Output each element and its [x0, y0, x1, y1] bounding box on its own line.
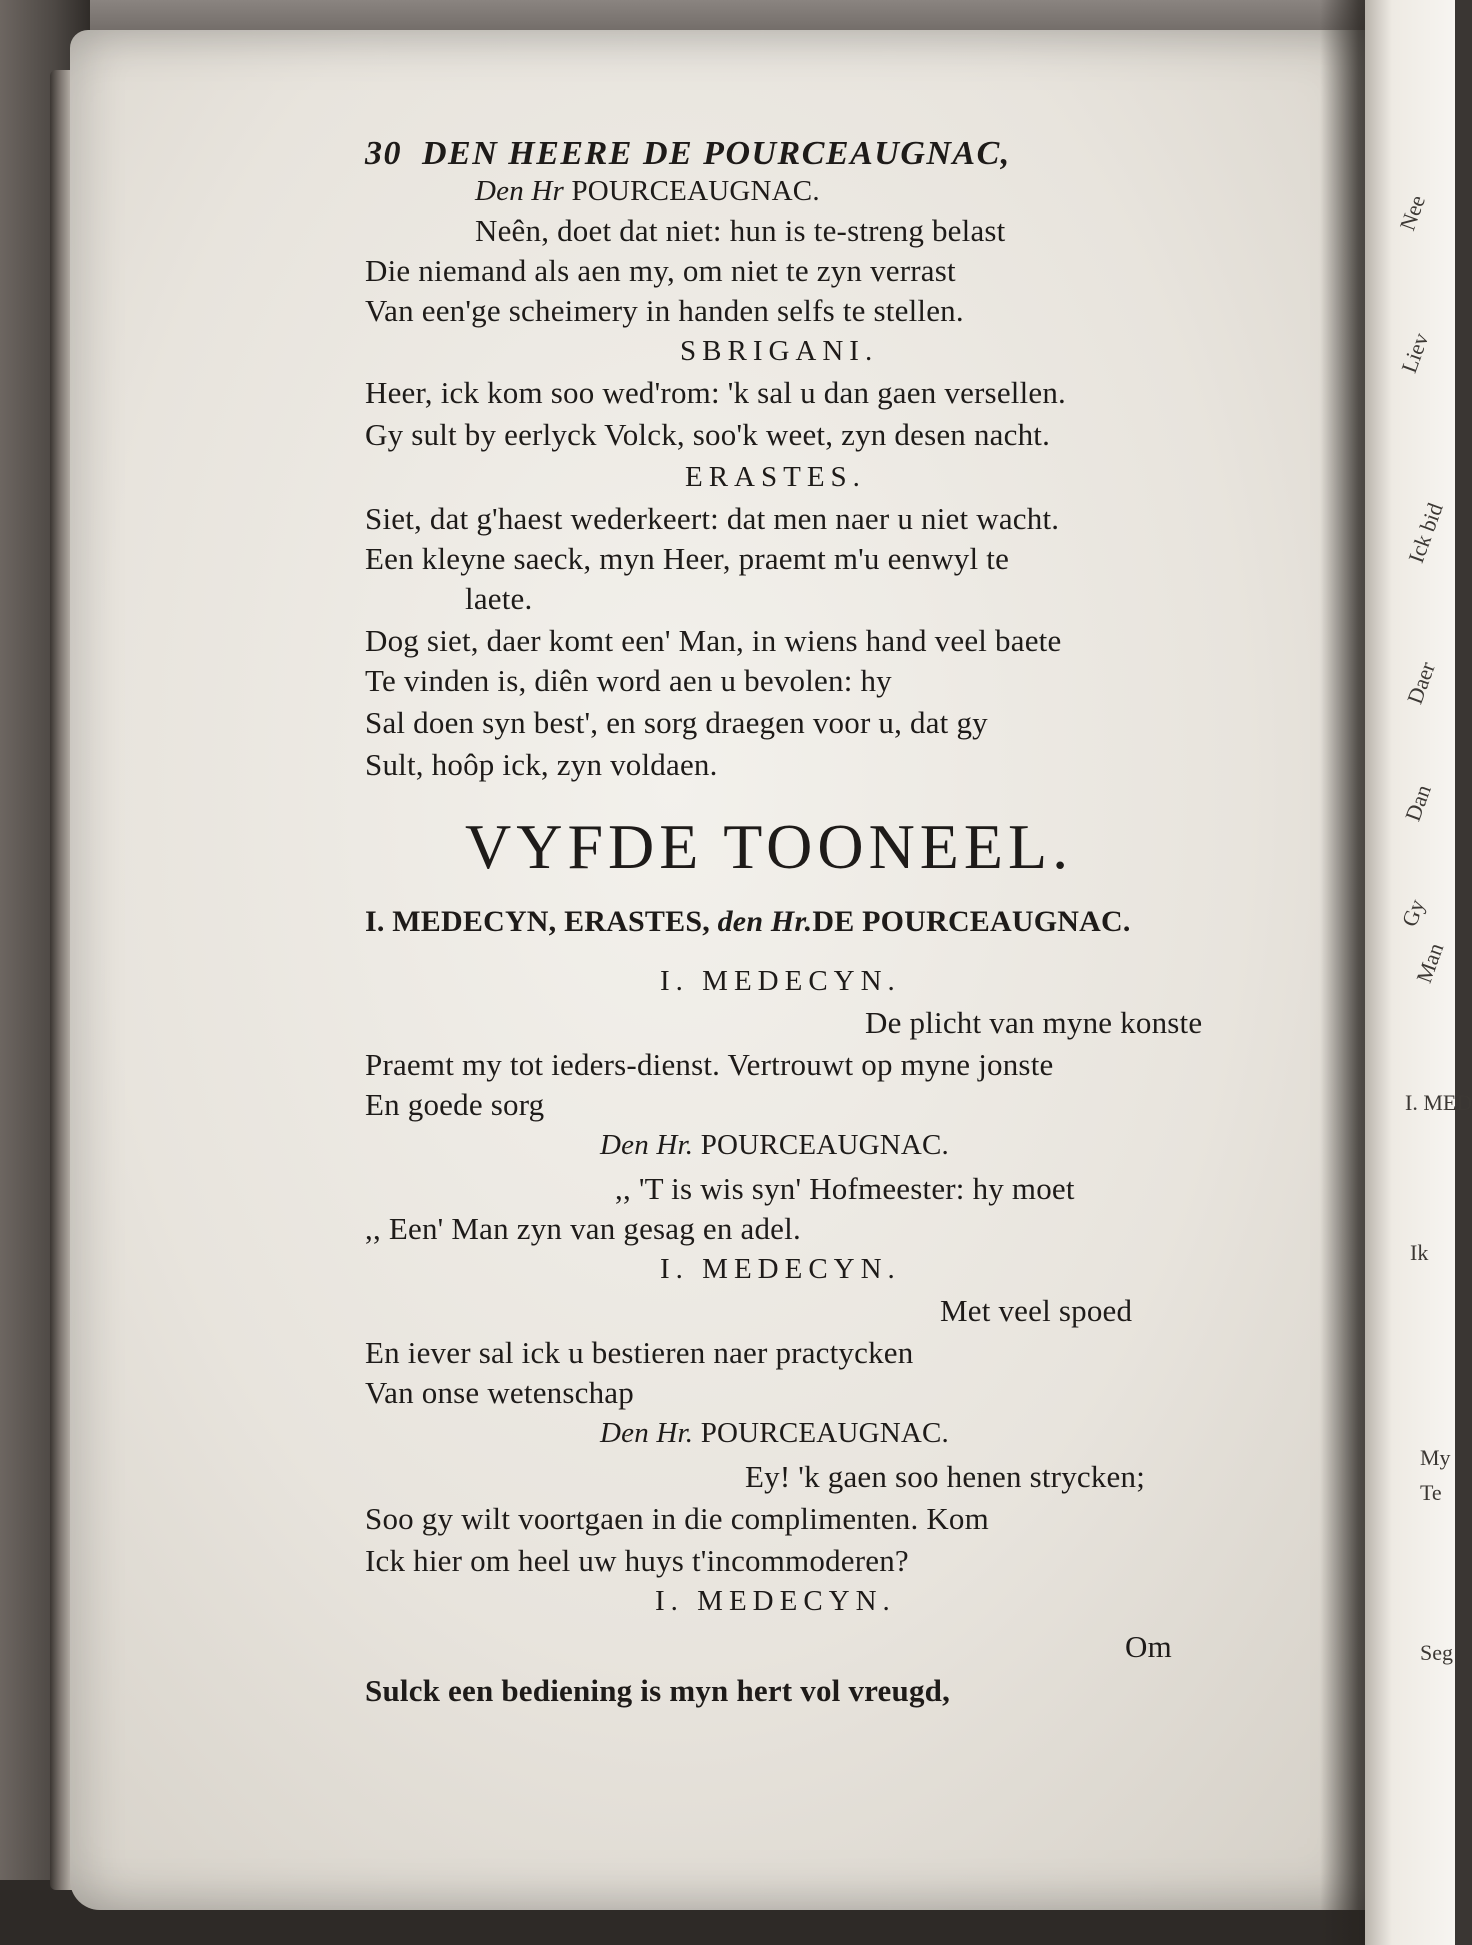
- facing-fragment: Seg: [1420, 1640, 1453, 1665]
- speaker-pourceaugnac: Den Hr. POURCEAUGNAC.: [600, 1417, 950, 1449]
- verse-line: Te vinden is, diên word aen u bevolen: hy: [365, 663, 892, 698]
- verse-line: Ey! 'k gaen soo henen strycken;: [745, 1459, 1146, 1494]
- verse-line: ,, 'T is wis syn' Hofmeester: hy moet: [615, 1171, 1075, 1206]
- verse-line: De plicht van myne konste: [865, 1005, 1203, 1040]
- verse-line: Om: [1125, 1629, 1172, 1664]
- verse-line: Met veel spoed: [940, 1293, 1133, 1328]
- cast-list: I. MEDECYN, ERASTES, den Hr.DE POURCEAUGNAC.: [365, 905, 1131, 938]
- verse-line: Neên, doet dat niet: hun is te-streng belast: [475, 213, 1006, 248]
- verse-line: laete.: [465, 581, 533, 616]
- facing-fragment: My: [1420, 1445, 1451, 1470]
- verse-line: Siet, dat g'haest wederkeert: dat men naer u niet wacht.: [365, 501, 1060, 536]
- verse-line: Die niemand als aen my, om niet te zyn verrast: [365, 253, 956, 288]
- speaker-pourceaugnac: Den Hr. POURCEAUGNAC.: [600, 1129, 950, 1161]
- facing-fragment: Liev: [1396, 329, 1434, 377]
- speaker-medecyn: I. MEDECYN.: [660, 965, 901, 997]
- verse-line: ,, Een' Man zyn van gesag en adel.: [365, 1211, 801, 1246]
- verse-line: Van een'ge scheimery in handen selfs te stellen.: [365, 293, 964, 328]
- scene-title: VYFDE TOONEEL.: [465, 811, 1074, 882]
- facing-fragment: Dan: [1399, 781, 1436, 825]
- facing-fragment: Nee: [1394, 191, 1431, 234]
- facing-fragment: Man: [1411, 939, 1449, 987]
- facing-fragment: Ick bid: [1403, 499, 1448, 567]
- verse-line: Gy sult by eerlyck Volck, soo'k weet, zyn desen nacht.: [365, 417, 1051, 452]
- verse-line: Ick hier om heel uw huys t'incommoderen?: [365, 1543, 909, 1578]
- verse-line: Dog siet, daer komt een' Man, in wiens hand veel baete: [365, 623, 1062, 658]
- verse-line: Soo gy wilt voortgaen in die complimenten. Kom: [365, 1501, 989, 1536]
- facing-page: [1365, 0, 1472, 1945]
- facing-fragment: I. MED: [1405, 1090, 1472, 1115]
- verse-line: Een kleyne saeck, myn Heer, praemt m'u eenwyl te: [365, 541, 1010, 576]
- speaker-sbrigani: SBRIGANI.: [680, 335, 879, 367]
- verse-line: Sulck een bediening is myn hert vol vreugd,: [365, 1673, 951, 1708]
- verse-line: Praemt my tot ieders-dienst. Vertrouwt op myne jonste: [365, 1047, 1054, 1082]
- facing-fragment: Te: [1420, 1480, 1442, 1505]
- verse-line: Heer, ick kom soo wed'rom: 'k sal u dan gaen versellen.: [365, 375, 1067, 410]
- facing-fragment: Daer: [1401, 658, 1440, 708]
- speaker-pourceaugnac: Den Hr POURCEAUGNAC.: [475, 175, 820, 207]
- speaker-erastes: ERASTES.: [685, 461, 866, 493]
- facing-fragment: Ik: [1410, 1240, 1429, 1265]
- speaker-medecyn: I. MEDECYN.: [660, 1253, 901, 1285]
- running-head-title: DEN HEERE DE POURCEAUGNAC,: [422, 135, 1011, 172]
- speaker-medecyn: I. MEDECYN.: [655, 1585, 896, 1617]
- verse-line: En goede sorg: [365, 1087, 545, 1122]
- page-number: 30: [365, 135, 402, 172]
- running-head: [365, 135, 1011, 173]
- verse-line: Sult, hoôp ick, zyn voldaen.: [365, 747, 718, 782]
- verse-line: Sal doen syn best', en sorg draegen voor u, dat gy: [365, 705, 988, 740]
- verse-line: En iever sal ick u bestieren naer practycken: [365, 1335, 914, 1370]
- verse-line: Van onse wetenschap: [365, 1375, 634, 1410]
- facing-fragment: Gy: [1396, 895, 1430, 930]
